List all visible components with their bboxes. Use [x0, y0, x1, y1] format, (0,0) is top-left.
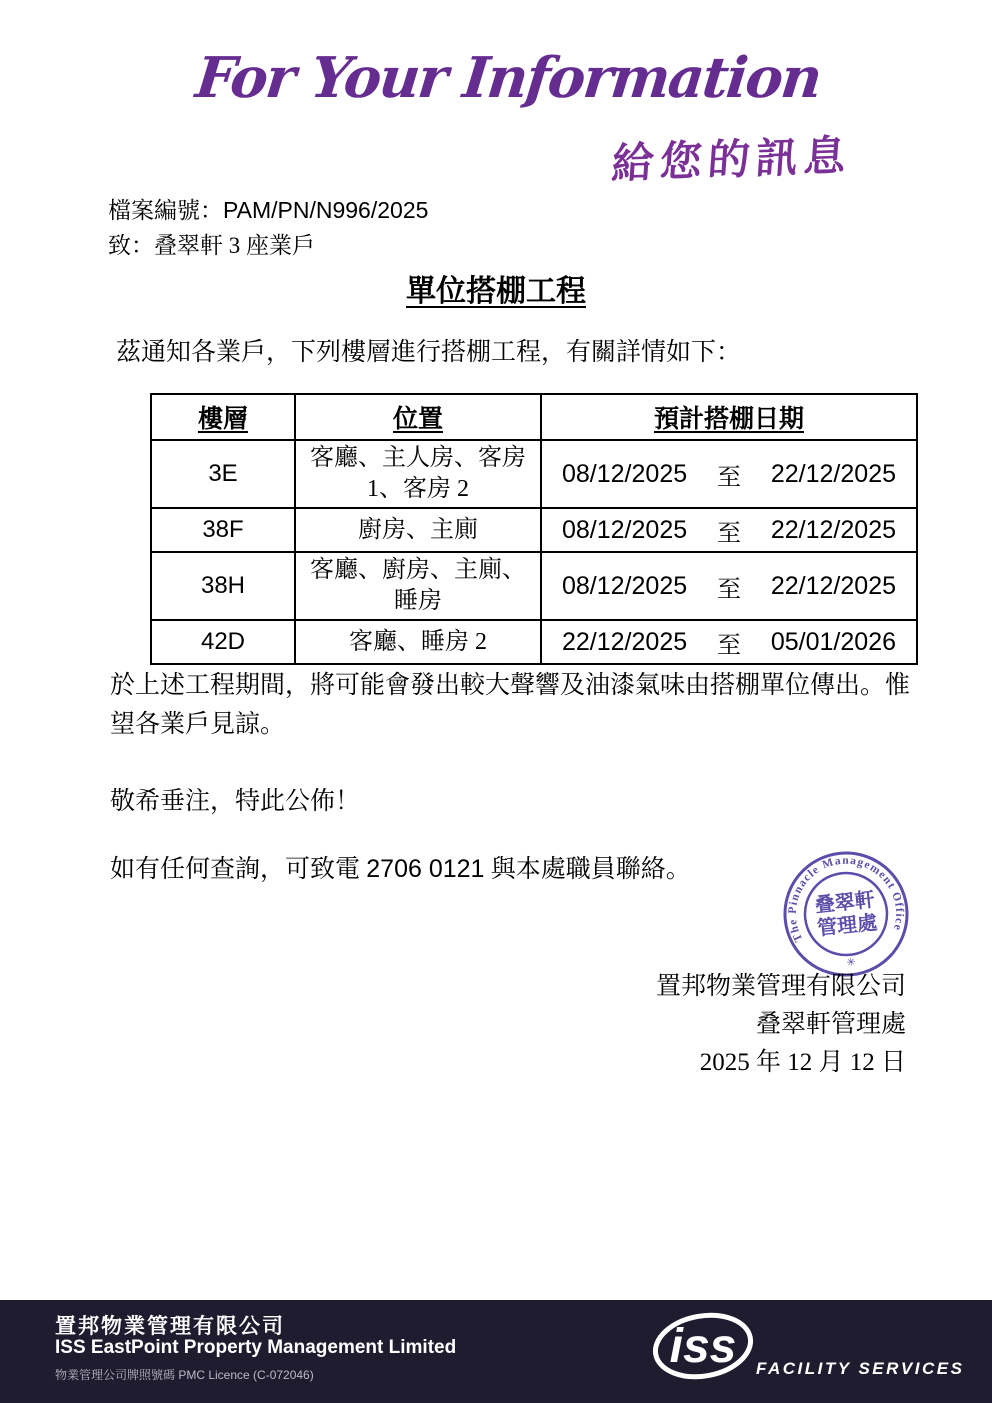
date-separator: 至 — [717, 576, 741, 603]
location-cell: 廚房、主廁 — [295, 508, 541, 552]
date-to: 22/12/2025 — [770, 459, 896, 488]
fyi-script-logo: For Your Information — [192, 45, 824, 111]
closing-paragraph: 敬希垂注，特此公佈！ — [110, 788, 361, 815]
date-from: 22/12/2025 — [562, 627, 688, 656]
works-notice-paragraph: 於上述工程期間，將可能會發出較大聲響及油漆氣味由搭棚單位傳出。惟望各業戶見諒。 — [110, 672, 911, 738]
date-to: 05/01/2026 — [770, 627, 896, 656]
table-row — [151, 508, 917, 552]
floor-cell: 38H — [151, 552, 295, 620]
date-separator: 至 — [717, 632, 741, 659]
office-stamp — [775, 843, 918, 986]
floor-cell: 3E — [151, 440, 295, 508]
table-row — [151, 440, 917, 508]
location-cell: 客廳、睡房 2 — [295, 620, 541, 664]
date-from: 08/12/2025 — [562, 515, 688, 544]
file-number-line — [108, 193, 428, 228]
signature-block — [656, 968, 906, 1082]
stamp-star-icon: ✳ — [845, 956, 857, 970]
date-separator: 至 — [717, 520, 741, 547]
table-header-row — [151, 394, 917, 440]
stamp-center-line2: 管理處 — [816, 911, 879, 941]
footer-licence: 物業管理公司牌照號碼 PMC Licence (C-072046) — [55, 1368, 314, 1382]
enquiry-prefix: 如有任何查詢，可致電 — [110, 856, 367, 883]
scaffolding-schedule-table — [150, 393, 918, 665]
date-from: 08/12/2025 — [562, 571, 688, 600]
location-cell: 客廳、主人房、客房 1、客房 2 — [295, 440, 541, 508]
col-header-location: 位置 — [295, 394, 541, 440]
stamp-ring-text: The Pinnacle Management Office — [786, 854, 906, 944]
footer-company-zh: 置邦物業管理有限公司 — [55, 1315, 285, 1338]
location-cell: 客廳、廚房、主廁、睡房 — [295, 552, 541, 620]
signoff-date: 2025 年 12 月 12 日 — [699, 1049, 906, 1076]
page-title: 單位搭棚工程 — [406, 275, 586, 308]
fyi-chinese-calligraphy: 給您的訊息 — [610, 133, 854, 189]
enquiry-suffix: 與本處職員聯絡。 — [484, 856, 691, 883]
col-header-floor: 樓層 — [151, 394, 295, 440]
date-to: 22/12/2025 — [770, 515, 896, 544]
dates-cell — [541, 552, 917, 620]
floor-cell: 38F — [151, 508, 295, 552]
table-row — [151, 552, 917, 620]
intro-paragraph: 茲通知各業戶，下列樓層進行搭棚工程，有關詳情如下： — [116, 339, 742, 366]
footer-bar — [0, 1300, 992, 1403]
dates-cell — [541, 440, 917, 508]
floor-cell: 42D — [151, 620, 295, 664]
phone-number: 2706 0121 — [366, 855, 485, 883]
file-number-value: PAM/PN/N996/2025 — [223, 197, 429, 223]
dates-cell — [541, 508, 917, 552]
col-header-dates: 預計搭棚日期 — [541, 394, 917, 440]
recipient-line: 致：叠翠軒 3 座業戶 — [108, 233, 315, 258]
date-to: 22/12/2025 — [770, 571, 896, 600]
dates-cell — [541, 620, 917, 664]
iss-logo — [648, 1308, 978, 1394]
footer-company-en: ISS EastPoint Property Management Limited — [55, 1337, 457, 1358]
document-meta — [108, 193, 428, 263]
date-separator: 至 — [717, 464, 741, 491]
stamp-center-line1: 叠翠軒 — [813, 888, 876, 918]
iss-logo-text: iss — [669, 1320, 737, 1373]
signoff-office: 叠翠軒管理處 — [755, 1011, 906, 1038]
signoff-company: 置邦物業管理有限公司 — [655, 973, 906, 1000]
date-from: 08/12/2025 — [562, 459, 688, 488]
iss-logo-tagline: FACILITY SERVICES — [756, 1359, 965, 1378]
file-number-label: 檔案編號： — [108, 198, 223, 223]
table-row — [151, 620, 917, 664]
